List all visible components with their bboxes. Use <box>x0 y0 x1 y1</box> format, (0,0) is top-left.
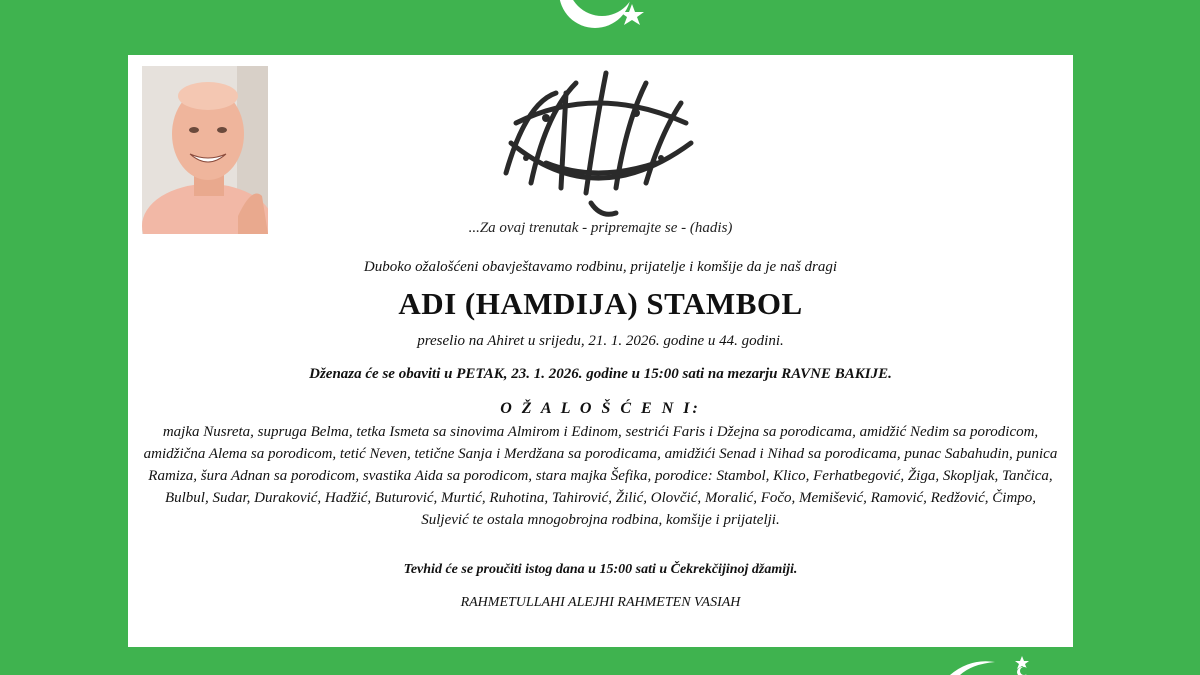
crescent-star-icon <box>540 0 660 50</box>
mourners-list: majka Nusreta, supruga Belma, tetka Ismeta sa sinovima Almirom i Edinom, sestrići Faris i Džejna sa porodicama, amidžić Nedim sa porodicom, amidžična Alema sa porodicom, tetić Neven, tetične Sanja i Merdžana sa porodicama, amidžići Senad i Nihad sa porodicama, punac Sabahudin, punica Ramiza, šura Adnan sa porodicom, svastika Aida sa porodicom, stara majka Šefika, porodice: Stambol, Klico, Ferhatbegović, Žiga, Skopljak, Tančica, Bulbul, Sudar, Duraković, Hadžić, Buturović, Murtić, Ruhotina, Tahirović, Žilić, Olovčić, Moralić, Fočo, Memišević, Ramović, Redžović, Čimpo, Suljević te ostala mnogobrojna rodbina, komšije i prijatelji. <box>143 424 1058 528</box>
deceased-name: ADI (HAMDIJA) STAMBOL <box>398 286 803 321</box>
passing-date: preselio na Ahiret u srijedu, 21. 1. 2026. godine u 44. godini. <box>417 333 784 349</box>
hadis-quote: ...Za ovaj trenutak - pripremajte se - (hadis) <box>468 220 733 236</box>
announcement-intro: Duboko ožalošćeni obavještavamo rodbinu, prijatelje i komšije da je naš dragi <box>363 259 838 275</box>
arabic-calligraphy-icon <box>486 63 706 223</box>
closing-prayer: RAHMETULLAHI ALEJHI RAHMETEN VASIAH <box>460 595 741 610</box>
funeral-info: Dženaza će se obaviti u PETAK, 23. 1. 2026. godine u 15:00 sati na mezarju RAVNE BAKIJE. <box>309 366 892 382</box>
portrait-photo <box>142 66 268 234</box>
crescent-star-icon <box>950 650 1040 675</box>
obituary-card <box>128 55 1073 647</box>
tevhid-info: Tevhid će se proučiti istog dana u 15:00 sati u Čekrekčijinoj džamiji. <box>403 562 798 577</box>
mourners-heading: O Ž A L O Š Ć E N I: <box>500 400 701 417</box>
